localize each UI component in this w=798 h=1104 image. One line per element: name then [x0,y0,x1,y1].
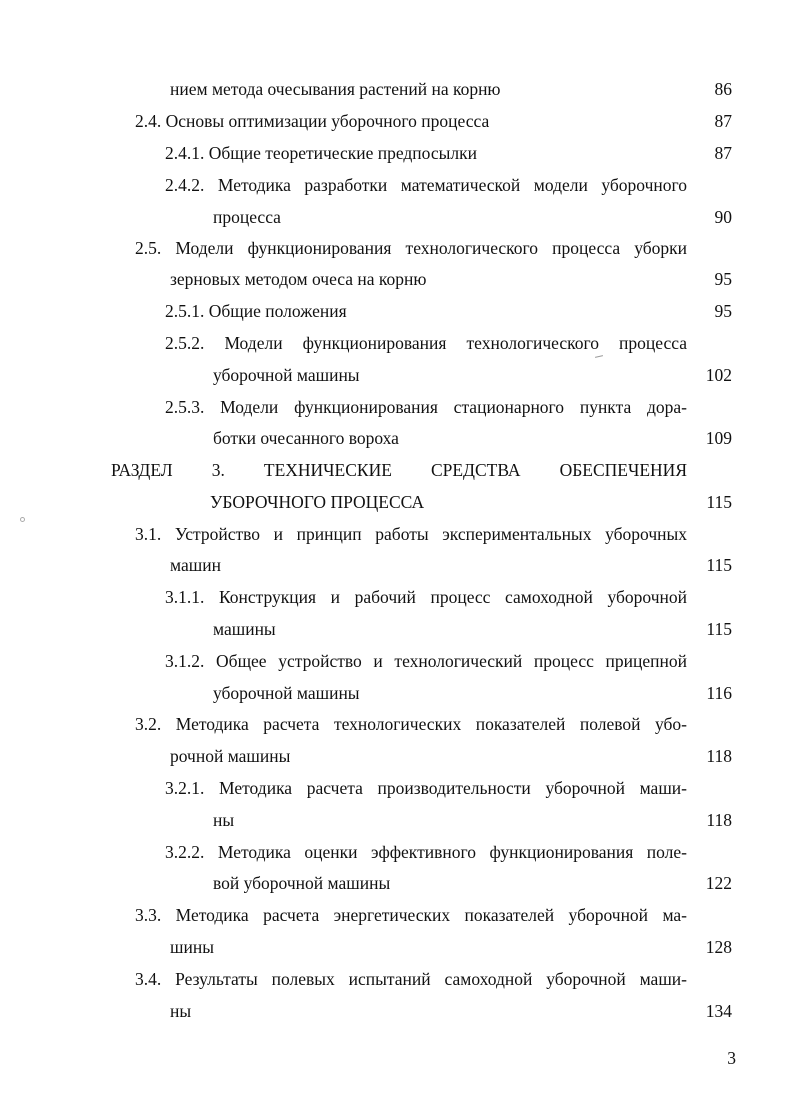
toc-line: 2.5.2. Модели функционирования технологического процесса [165,333,687,353]
toc-line: 3.2.1. Методика расчета производительности уборочной маши- [165,778,687,798]
toc-page-ref: 87 [714,111,732,131]
toc-line: 2.4. Основы оптимизации уборочного процесса [135,111,490,131]
toc-line: уборочной машины [213,365,360,385]
toc-page-ref: 115 [706,492,732,512]
toc-line: 3.2. Методика расчета технологических показателей полевой убо- [135,714,687,734]
toc-line: 2.5.3. Модели функционирования стационарного пункта дора- [165,397,687,417]
toc-line: уборочной машины [213,683,360,703]
toc-line: 3.1.2. Общее устройство и технологический процесс прицепной [165,651,687,671]
toc-line: 2.5.1. Общие положения [165,301,347,321]
toc-line: ны [213,810,235,830]
toc-line: 2.4.1. Общие теоретические предпосылки [165,143,477,163]
toc-line: вой уборочной машины [213,873,391,893]
toc-section-heading: РАЗДЕЛ 3. ТЕХНИЧЕСКИЕ СРЕДСТВА ОБЕСПЕЧЕНИЯ [111,460,687,480]
toc-line: 3.1.1. Конструкция и рабочий процесс самоходной уборочной [165,587,687,607]
toc-line: 2.5. Модели функционирования технологического процесса уборки [135,238,687,258]
toc-line: 3.3. Методика расчета энергетических показателей уборочной ма- [135,905,687,925]
toc-line: 3.4. Результаты полевых испытаний самоходной уборочной маши- [135,969,687,989]
toc-page-ref: 122 [705,873,732,893]
toc-line: машины [213,619,276,639]
toc-page-ref: 86 [714,79,732,99]
toc-line: 2.4.2. Методика разработки математической модели уборочного [165,175,687,195]
toc-line: 3.2.2. Методика оценки эффективного функционирования поле- [165,842,687,862]
toc-line: процесса [213,207,281,227]
toc-page-ref: 95 [714,301,732,321]
page-number: 3 [727,1048,736,1068]
toc-line: нием метода очесывания растений на корню [170,79,501,99]
toc-page-ref: 134 [705,1001,732,1021]
toc-page-ref: 118 [706,810,732,830]
toc-section-heading: УБОРОЧНОГО ПРОЦЕССА [210,492,425,512]
scan-mark [595,355,603,358]
toc-line: зерновых методом очеса на корню [170,269,427,289]
toc-page-ref: 115 [706,619,732,639]
toc-page-ref: 102 [705,365,732,385]
toc-line: ботки очесанного вороха [213,428,399,448]
toc-line: 3.1. Устройство и принцип работы экспериментальных уборочных [135,524,687,544]
toc-page-ref: 128 [705,937,732,957]
toc-line: шины [170,937,214,957]
toc-line: рочной машины [170,746,291,766]
toc-page-ref: 116 [706,683,732,703]
toc-page-ref: 118 [706,746,732,766]
toc-page-ref: 95 [714,269,732,289]
toc-page-ref: 115 [706,555,732,575]
toc-line: машин [170,555,221,575]
toc-line: ны [170,1001,192,1021]
scan-speck [20,517,25,522]
toc-page-ref: 87 [714,143,732,163]
toc-page-ref: 90 [714,207,732,227]
toc-page-ref: 109 [705,428,732,448]
